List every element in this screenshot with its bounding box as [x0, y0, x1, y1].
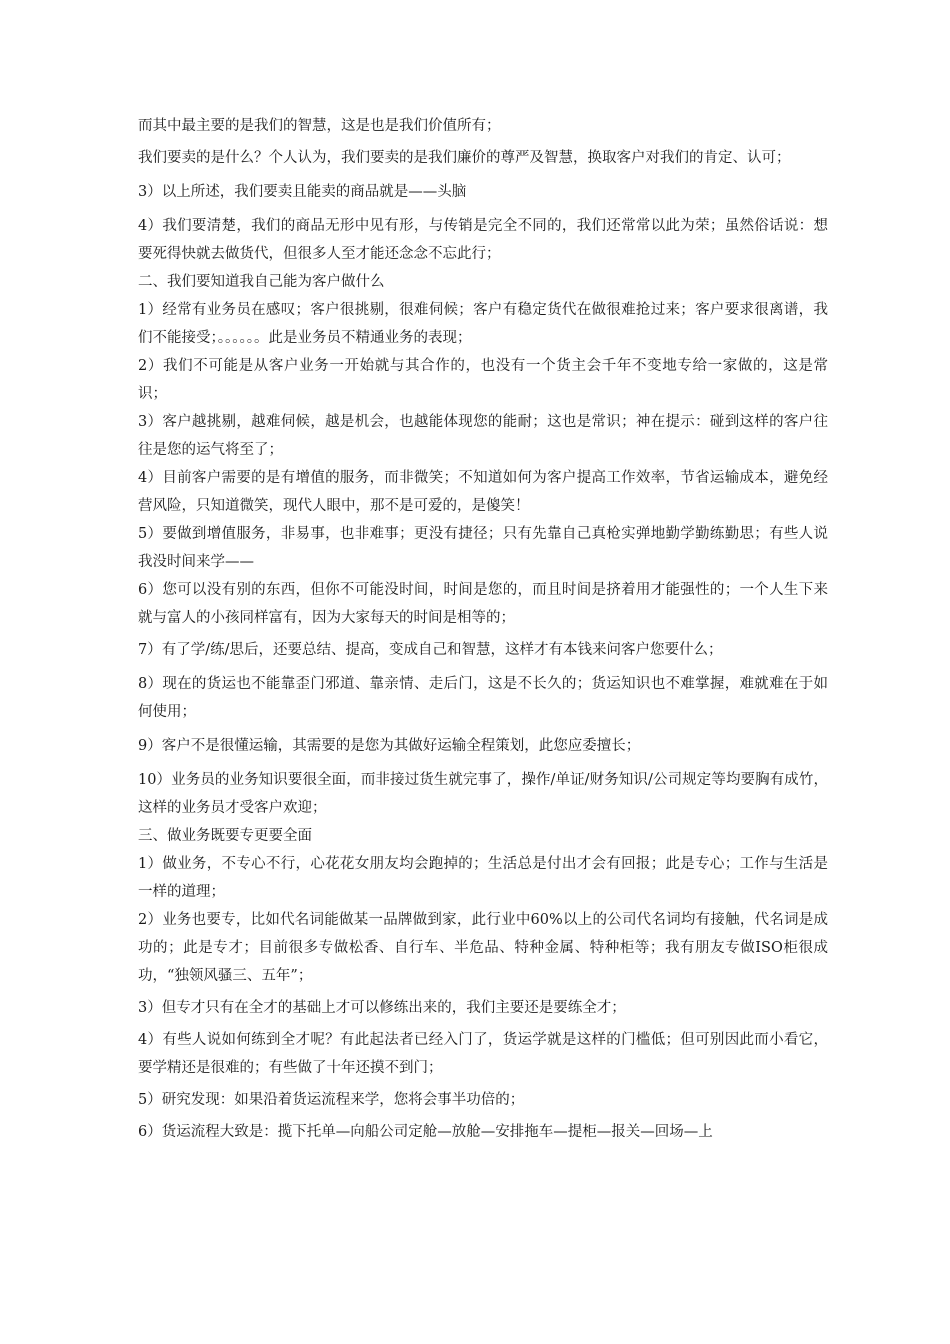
paragraph: 3）以上所述，我们要卖且能卖的商品就是——头脑 [138, 184, 467, 200]
paragraph: 9）客户不是很懂运输，其需要的是您为其做好运输全程策划，此您应委擅长； [138, 738, 641, 754]
paragraph: 1）做业务，不专心不行，心花花女朋友均会跑掉的；生活总是付出才会有回报；此是专心；工作与生活是一样的道理； [138, 856, 828, 900]
paragraph: 6）您可以没有别的东西，但你不可能没时间，时间是您的，而且时间是挤着用才能强性的；一个人生下来就与富人的小孩同样富有，因为大家每天的时间是相等的； [138, 582, 828, 626]
paragraph: 2）我们不可能是从客户业务一开始就与其合作的，也没有一个货主会千年不变地专给一家做的，这是常识； [138, 358, 828, 402]
paragraph: 我们要卖的是什么？个人认为，我们要卖的是我们廉价的尊严及智慧，换取客户对我们的肯定、认可； [138, 150, 791, 166]
paragraph: 5）研究发现：如果沿着货运流程来学，您将会事半功倍的； [138, 1092, 525, 1108]
paragraph: 4）我们要清楚，我们的商品无形中见有形，与传销是完全不同的，我们还常常以此为荣；虽然俗话说：想要死得快就去做货代，但很多人至才能还念念不忘此行； [138, 218, 828, 262]
paragraph: 7）有了学/练/思后，还要总结、提高，变成自己和智慧，这样才有本钱来问客户您要什么； [138, 642, 723, 658]
paragraph: 3）客户越挑剔，越难伺候，越是机会，也越能体现您的能耐；这也是常识；神在提示：碰到这样的客户往往是您的运气将至了； [138, 414, 828, 458]
paragraph: 5）要做到增值服务，非易事，也非难事；更没有捷径；只有先靠自己真枪实弹地勤学勤练勤思；有些人说我没时间来学—— [138, 526, 828, 570]
section-heading: 三、做业务既要专更要全面 [138, 828, 312, 844]
paragraph: 10）业务员的业务知识要很全面，而非接过货生就完事了，操作/单证/财务知识/公司规定等均要胸有成竹，这样的业务员才受客户欢迎； [138, 772, 828, 816]
paragraph: 而其中最主要的是我们的智慧，这是也是我们价值所有； [138, 118, 501, 134]
paragraph: 1）经常有业务员在感叹；客户很挑剔，很难伺候；客户有稳定货代在做很难抢过来；客户要求很离谱，我们不能接受；。。。。。。此是业务员不精通业务的表现； [138, 302, 828, 346]
paragraph: 6）货运流程大致是：揽下托单—向船公司定舱—放舱—安排拖车—提柜—报关—回场—上 [138, 1124, 713, 1140]
document-body [138, 112, 828, 1150]
paragraph: 4）有些人说如何练到全才呢？有此起法者已经入门了，货运学就是这样的门槛低；但可别因此而小看它，要学精还是很难的；有些做了十年还摸不到门； [138, 1032, 828, 1076]
section-heading: 二、我们要知道我自己能为客户做什么 [138, 274, 385, 290]
paragraph: 2）业务也要专，比如代名词能做某一品牌做到家，此行业中60%以上的公司代名词均有接触，代名词是成功的；此是专才；目前很多专做松香、自行车、半危品、特种金属、特种柜等；我有朋友专做ISO柜很成功，“独领风骚三、五年”； [138, 912, 828, 984]
paragraph: 8）现在的货运也不能靠歪门邪道、靠亲情、走后门，这是不长久的；货运知识也不难掌握，难就难在于如何使用； [138, 676, 828, 720]
paragraph: 3）但专才只有在全才的基础上才可以修练出来的，我们主要还是要练全才； [138, 1000, 626, 1016]
paragraph: 4）目前客户需要的是有增值的服务，而非微笑；不知道如何为客户提高工作效率，节省运输成本，避免经营风险，只知道微笑，现代人眼中，那不是可爱的，是傻笑！ [138, 470, 828, 514]
